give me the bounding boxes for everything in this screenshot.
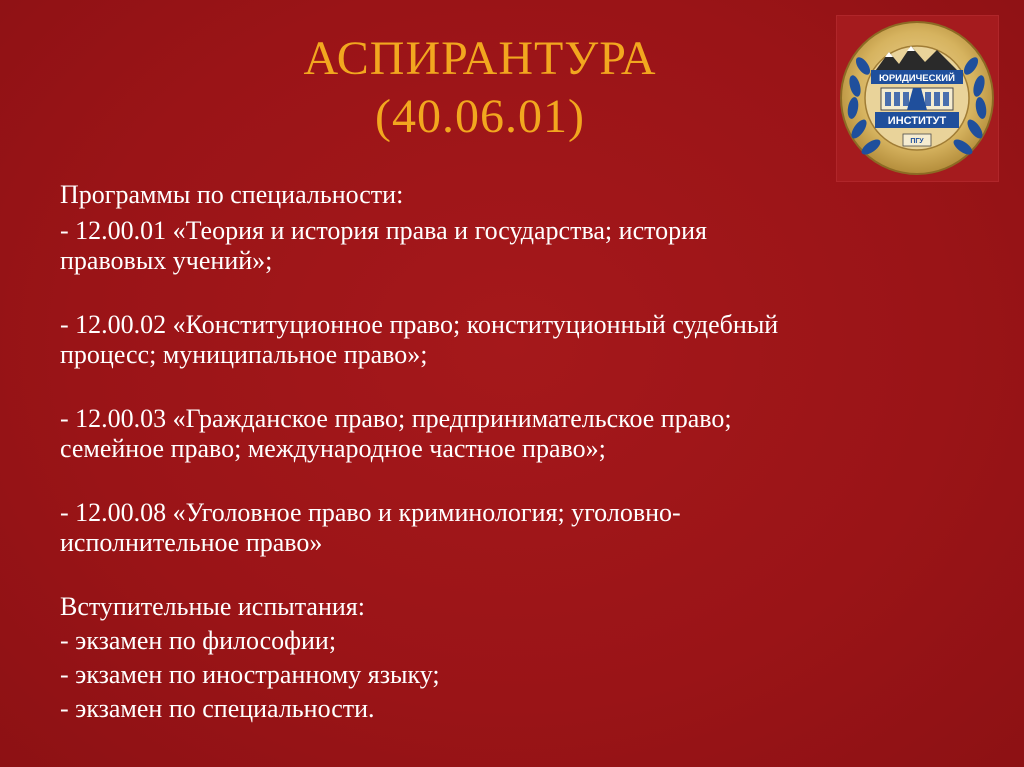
slide-body [60, 180, 960, 724]
program-item-line-2: процесс; муниципальное право»; [60, 340, 428, 369]
slide-title [180, 30, 780, 146]
program-item [60, 310, 960, 370]
program-item [60, 498, 960, 558]
institute-emblem-icon [837, 16, 998, 181]
exam-item: - экзамен по специальности. [60, 694, 375, 723]
logo-top-text: ЮРИДИЧЕСКИЙ [879, 73, 955, 84]
program-item [60, 404, 960, 464]
title-line-1: АСПИРАНТУРА [303, 32, 657, 85]
program-item-line-1: - 12.00.08 «Уголовное право и криминология; уголовно- [60, 498, 681, 527]
exam-item: - экзамен по иностранному языку; [60, 660, 440, 689]
program-item-line-1: - 12.00.02 «Конституционное право; конституционный судебный [60, 310, 779, 339]
program-item-line-1: - 12.00.03 «Гражданское право; предпринимательское право; [60, 404, 732, 433]
program-item-line-2: правовых учений»; [60, 246, 273, 275]
program-item [60, 216, 960, 276]
programs-heading: Программы по специальности: [60, 180, 404, 209]
institute-logo [836, 15, 999, 182]
title-line-2: (40.06.01) [375, 90, 585, 143]
exam-item: - экзамен по философии; [60, 626, 337, 655]
logo-bottom-text: ИНСТИТУТ [887, 115, 947, 127]
logo-small-text: ПГУ [910, 138, 924, 145]
program-item-line-2: исполнительное право» [60, 528, 323, 557]
exams-heading: Вступительные испытания: [60, 592, 365, 621]
program-item-line-2: семейное право; международное частное право»; [60, 434, 606, 463]
program-item-line-1: - 12.00.01 «Теория и история права и государства; история [60, 216, 708, 245]
